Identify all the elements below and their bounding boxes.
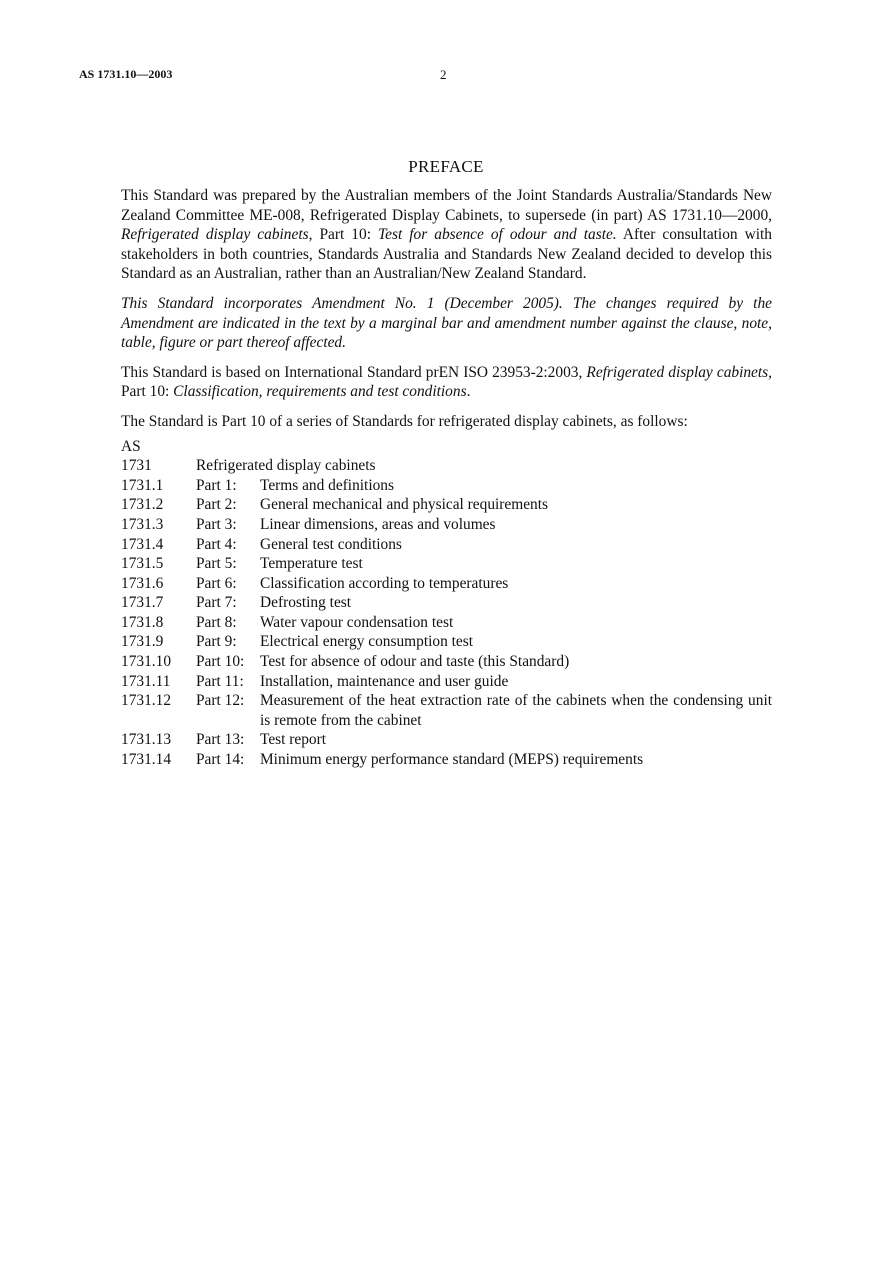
part-title: Defrosting test [260, 594, 352, 612]
series-main-row [121, 456, 772, 476]
standard-number: 1731.7 [121, 594, 164, 612]
series-prefix-row [121, 437, 772, 457]
part-label: Part 4: [196, 535, 237, 553]
part-title: Electrical energy consumption test [260, 633, 473, 651]
part-label: Part 3: [196, 515, 237, 533]
series-main-number: 1731 [121, 457, 152, 475]
part-label: Part 13: [196, 731, 245, 749]
standard-number: 1731.10 [121, 653, 172, 671]
list-item [121, 613, 772, 633]
standard-number: 1731.8 [121, 613, 164, 631]
part-title: Minimum energy performance standard (MEPS) requirements [260, 751, 644, 769]
p3-italic-title: Refrigerated display cabinets [586, 363, 769, 381]
standard-number: 1731.3 [121, 515, 164, 533]
list-item [121, 750, 772, 770]
amendment-note: This Standard incorporates Amendment No. 1 (December 2005). The changes required by the Amendment are indicated in the text by a marginal bar and amendment number against the clause, note, table, figure or part thereof affected. [121, 294, 772, 352]
standard-number: 1731.14 [121, 751, 172, 769]
preface-heading: PREFACE [408, 157, 484, 176]
part-label: Part 10: [196, 653, 245, 671]
list-item [121, 672, 772, 692]
series-prefix: AS [121, 437, 141, 455]
series-main-title: Refrigerated display cabinets [196, 457, 376, 475]
part-label: Part 5: [196, 555, 237, 573]
list-item [121, 574, 772, 594]
p1-text-c: Part 10: [312, 226, 378, 244]
document-identifier: AS 1731.10—2003 [79, 67, 173, 81]
part-title: Test report [260, 731, 327, 749]
preface-body [121, 186, 772, 770]
standard-number: 1731.2 [121, 496, 164, 514]
p1-text-e: After consultation with stakeholders in both countries, Standards Australia and Standards New Zealand decided to develop this Standard as an Australian, rather than an Australian/New Zealand Standard. [121, 226, 772, 283]
p3-italic-part-title: Classification, requirements and test conditions [173, 383, 467, 401]
part-title: Classification according to temperatures [260, 574, 509, 592]
parts-list [121, 476, 772, 770]
part-label: Part 12: [196, 692, 245, 710]
part-label: Part 9: [196, 633, 237, 651]
standard-number: 1731.13 [121, 731, 172, 749]
list-item [121, 632, 772, 652]
standard-number: 1731.6 [121, 574, 164, 592]
list-item [121, 476, 772, 496]
p3-text-e: . [466, 383, 471, 401]
list-item [121, 554, 772, 574]
part-label: Part 1: [196, 476, 237, 494]
preface-paragraph-2 [121, 294, 772, 353]
part-label: Part 7: [196, 594, 237, 612]
standard-number: 1731.11 [121, 672, 171, 690]
standards-series-list [121, 437, 772, 770]
standard-number: 1731.5 [121, 555, 164, 573]
p1-italic-part-title: Test for absence of odour and taste. [378, 226, 617, 244]
part-label: Part 2: [196, 496, 237, 514]
list-item [121, 652, 772, 672]
p3-text-c: , Part 10: [121, 363, 773, 401]
part-title: Temperature test [260, 555, 363, 573]
part-title: Terms and definitions [260, 476, 394, 494]
preface-paragraph-4: The Standard is Part 10 of a series of Standards for refrigerated display cabinets, as follows: [121, 412, 688, 430]
part-title: Linear dimensions, areas and volumes [260, 515, 496, 533]
page-number: 2 [440, 67, 447, 82]
standard-number: 1731.4 [121, 535, 164, 553]
list-item [121, 730, 772, 750]
list-item [121, 691, 772, 730]
part-label: Part 8: [196, 613, 237, 631]
list-item [121, 593, 772, 613]
p1-text-a: This Standard was prepared by the Australian members of the Joint Standards Australia/Standards New Zealand Committee ME-008, Refrigerated Display Cabinets, to supersede (in part) AS 1731.10—2000, [121, 187, 772, 224]
preface-paragraph-3 [121, 363, 772, 402]
part-title: General test conditions [260, 535, 402, 553]
part-title: General mechanical and physical requirements [260, 496, 549, 514]
part-label: Part 6: [196, 574, 237, 592]
part-title: Test for absence of odour and taste (this Standard) [260, 653, 570, 671]
part-label: Part 14: [196, 751, 245, 769]
standard-number: 1731.1 [121, 476, 164, 494]
list-item [121, 495, 772, 515]
list-item [121, 535, 772, 555]
p1-italic-title: Refrigerated display cabinets, [121, 226, 313, 244]
part-label: Part 11: [196, 672, 244, 690]
preface-paragraph-1 [121, 186, 772, 284]
standard-number: 1731.12 [121, 692, 172, 710]
standard-number: 1731.9 [121, 633, 164, 651]
list-item [121, 515, 772, 535]
part-title: Measurement of the heat extraction rate of the cabinets when the condensing unit is remote from the cabinet [260, 692, 772, 729]
part-title: Installation, maintenance and user guide [260, 672, 509, 690]
part-title: Water vapour condensation test [260, 613, 454, 631]
p3-text-a: This Standard is based on International Standard prEN ISO 23953-2:2003, [121, 363, 587, 381]
